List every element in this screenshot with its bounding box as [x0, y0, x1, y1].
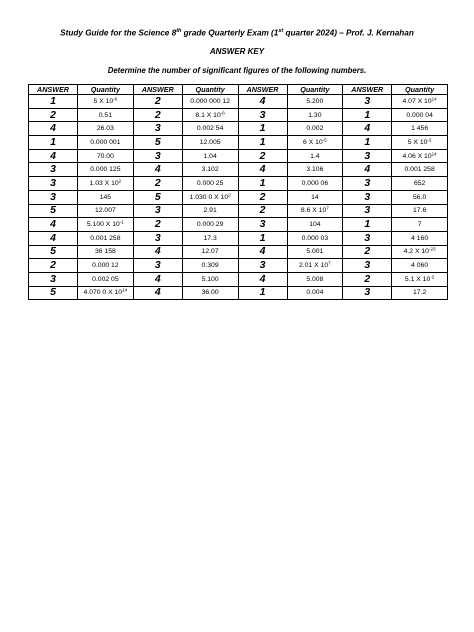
answer-cell: 3: [133, 149, 182, 163]
answer-cell: 3: [133, 231, 182, 245]
quantity-cell: [287, 95, 343, 109]
quantity-value: 36.00: [201, 289, 219, 297]
quantity-cell: [78, 149, 134, 163]
answer-cell: 3: [343, 259, 392, 273]
answer-cell: 4: [343, 163, 392, 177]
table-row: [29, 231, 448, 245]
quantity-value: 14: [311, 193, 319, 201]
answer-cell: 2: [343, 272, 392, 286]
quantity-cell: [182, 286, 238, 300]
answer-cell: 1: [238, 286, 287, 300]
quantity-value: 2.91: [203, 207, 217, 215]
answer-cell: 4: [238, 163, 287, 177]
answer-cell: 5: [29, 204, 78, 218]
quantity-value: 17.2: [413, 289, 427, 297]
quantity-cell: [182, 163, 238, 177]
answer-cell: 5: [133, 136, 182, 150]
answer-cell: 4: [29, 218, 78, 232]
quantity-cell: [182, 259, 238, 273]
quantity-value: 5.200: [306, 97, 324, 105]
document-title: [0, 28, 474, 38]
quantity-cell: [392, 149, 448, 163]
table-row: [29, 149, 448, 163]
quantity-value: 0.002 54: [196, 125, 224, 133]
quantity-cell: [392, 218, 448, 232]
answer-cell: 2: [343, 245, 392, 259]
quantity-value: 0.001 258: [90, 234, 121, 242]
answer-cell: 2: [133, 177, 182, 191]
quantity-cell: [182, 245, 238, 259]
answer-cell: 3: [343, 190, 392, 204]
answer-cell: 4: [133, 163, 182, 177]
answer-cell: 3: [343, 177, 392, 191]
answer-cell: 4: [343, 122, 392, 136]
answer-cell: 2: [29, 108, 78, 122]
quantity-value: 2.01 X 10: [299, 262, 329, 270]
quantity-value: 12.005: [199, 138, 221, 146]
answer-cell: 3: [343, 95, 392, 109]
answer-cell: 3: [343, 204, 392, 218]
instruction-text: Determine the number of significant figures of the following numbers.: [107, 66, 367, 75]
answer-cell: 1: [343, 218, 392, 232]
quantity-cell: [78, 218, 134, 232]
quantity-value: 1.04: [203, 152, 217, 160]
quantity-value: 17.6: [413, 207, 427, 215]
answer-column-header: ANSWER: [133, 85, 182, 95]
quantity-value: 0.000 03: [301, 234, 329, 242]
quantity-value: 3.106: [306, 166, 324, 174]
quantity-exponent: -2: [430, 274, 435, 280]
quantity-cell: [287, 136, 343, 150]
table-row: [29, 204, 448, 218]
answer-cell: 3: [29, 177, 78, 191]
quantity-value: 36 158: [94, 248, 116, 256]
answer-cell: 3: [29, 163, 78, 177]
answer-cell: 2: [133, 108, 182, 122]
quantity-value: 1.03 X 10: [89, 179, 119, 187]
quantity-cell: [182, 177, 238, 191]
quantity-exponent: 2: [118, 178, 122, 184]
quantity-exponent: -6: [113, 96, 118, 102]
answer-cell: 4: [29, 231, 78, 245]
answer-cell: 4: [133, 272, 182, 286]
quantity-value: 0.000 06: [301, 179, 329, 187]
quantity-cell: [78, 95, 134, 109]
quantity-cell: [182, 108, 238, 122]
quantity-cell: [182, 122, 238, 136]
quantity-value: 5.008: [306, 275, 324, 283]
answer-cell: 1: [343, 108, 392, 122]
answer-cell: 4: [29, 149, 78, 163]
answer-cell: 1: [343, 136, 392, 150]
title-text-1: Study Guide for the Science 8: [60, 28, 177, 38]
answer-cell: 1: [238, 177, 287, 191]
quantity-cell: [392, 231, 448, 245]
quantity-value: 1 456: [411, 125, 429, 133]
quantity-value: 7: [417, 221, 422, 229]
quantity-value: 3.102: [201, 166, 219, 174]
quantity-cell: [392, 204, 448, 218]
quantity-value: 0.000 12: [92, 262, 119, 270]
quantity-column-header: Quantity: [78, 85, 134, 95]
title-text-3: quarter 2024) – Prof. J. Kernahan: [283, 28, 414, 38]
answer-cell: 2: [238, 204, 287, 218]
quantity-exponent: 14: [431, 151, 437, 157]
quantity-value: 5.100: [201, 275, 219, 283]
answer-column-header: ANSWER: [29, 85, 78, 95]
answer-cell: 2: [238, 190, 287, 204]
answer-cell: 2: [133, 95, 182, 109]
quantity-cell: [392, 108, 448, 122]
answer-cell: 2: [238, 149, 287, 163]
quantity-value: 4.06 X 10: [402, 152, 432, 160]
answer-cell: 4: [29, 122, 78, 136]
quantity-cell: [392, 136, 448, 150]
quantity-cell: [287, 163, 343, 177]
answer-cell: 5: [29, 245, 78, 259]
quantity-cell: [287, 149, 343, 163]
quantity-exponent: 14: [122, 287, 128, 293]
quantity-cell: [78, 272, 134, 286]
quantity-value: 17.3: [203, 234, 217, 242]
quantity-value: 104: [309, 221, 321, 229]
quantity-cell: [287, 122, 343, 136]
quantity-cell: [287, 245, 343, 259]
quantity-value: 56.0: [413, 193, 427, 201]
answer-cell: 3: [133, 259, 182, 273]
table-row: [29, 136, 448, 150]
quantity-value: 0.51: [98, 111, 112, 119]
quantity-value: 0.309: [201, 262, 219, 270]
answer-cell: 3: [29, 272, 78, 286]
answer-cell: 4: [133, 245, 182, 259]
table-row: [29, 286, 448, 300]
quantity-value: 5.001: [306, 248, 324, 256]
quantity-value: 0.001 258: [404, 166, 435, 174]
answer-cell: 4: [238, 272, 287, 286]
quantity-cell: [392, 272, 448, 286]
quantity-exponent: 7: [328, 260, 331, 266]
answer-cell: 4: [238, 95, 287, 109]
quantity-exponent: -1: [119, 219, 124, 225]
quantity-cell: [392, 259, 448, 273]
quantity-value: 6 X 10: [303, 138, 323, 146]
quantity-value: 4 160: [411, 234, 429, 242]
answer-cell: 3: [238, 218, 287, 232]
quantity-cell: [182, 136, 238, 150]
quantity-cell: [78, 231, 134, 245]
quantity-value: 8.6 X 10: [300, 207, 327, 215]
answer-cell: 3: [343, 286, 392, 300]
quantity-value: 4.07 X 10: [402, 97, 432, 105]
quantity-cell: [392, 163, 448, 177]
quantity-column-header: Quantity: [182, 85, 238, 95]
quantity-value: 1.30: [308, 111, 322, 119]
answer-cell: 4: [238, 245, 287, 259]
table-row: [29, 163, 448, 177]
quantity-cell: [287, 286, 343, 300]
quantity-cell: [392, 190, 448, 204]
title-superscript-1: th: [176, 28, 182, 34]
answer-column-header: ANSWER: [343, 85, 392, 95]
quantity-value: 0.000 125: [90, 166, 121, 174]
quantity-column-header: Quantity: [287, 85, 343, 95]
quantity-cell: [287, 272, 343, 286]
quantity-value: 0.002: [306, 125, 324, 133]
table-row: [29, 122, 448, 136]
quantity-exponent: 2: [228, 192, 231, 198]
table-row: [29, 190, 448, 204]
answer-cell: 3: [133, 122, 182, 136]
quantity-value: 70.00: [96, 152, 114, 160]
quantity-cell: [78, 136, 134, 150]
quantity-value: 4.070 0 X 10: [83, 289, 123, 297]
answer-cell: 2: [133, 218, 182, 232]
answer-cell: 1: [238, 122, 287, 136]
quantity-value: 0.002 05: [92, 275, 119, 283]
quantity-value: 1.4: [310, 152, 320, 160]
quantity-cell: [182, 272, 238, 286]
answer-cell: 1: [238, 231, 287, 245]
quantity-value: 5.1 X 10: [404, 275, 431, 283]
table-row: [29, 218, 448, 232]
quantity-value: 145: [99, 193, 112, 201]
quantity-cell: [78, 108, 134, 122]
quantity-exponent: -23: [428, 246, 436, 252]
quantity-value: 1.030 0 X 10: [189, 193, 229, 201]
answer-cell: 3: [133, 204, 182, 218]
quantity-cell: [392, 286, 448, 300]
answer-cell: 5: [133, 190, 182, 204]
quantity-value: 12.07: [201, 248, 219, 256]
quantity-exponent: 14: [431, 96, 437, 102]
quantity-cell: [182, 231, 238, 245]
quantity-exponent: -2: [427, 137, 432, 143]
quantity-value: 652: [413, 179, 426, 187]
quantity-cell: [78, 245, 134, 259]
answer-cell: 3: [238, 108, 287, 122]
quantity-value: 12.007: [94, 207, 116, 215]
table-row: [29, 272, 448, 286]
quantity-value: 0.000 25: [196, 179, 224, 187]
quantity-cell: [182, 95, 238, 109]
quantity-value: 5 X 10: [93, 97, 114, 105]
table-row: [29, 95, 448, 109]
quantity-cell: [287, 259, 343, 273]
quantity-cell: [287, 204, 343, 218]
answer-cell: 5: [29, 286, 78, 300]
quantity-value: 0.004: [306, 289, 324, 297]
quantity-cell: [287, 108, 343, 122]
quantity-cell: [78, 286, 134, 300]
quantity-cell: [78, 177, 134, 191]
quantity-value: 5 X 10: [407, 138, 428, 146]
quantity-cell: [78, 122, 134, 136]
quantity-value: 0.000 29: [196, 221, 224, 229]
quantity-cell: [182, 218, 238, 232]
quantity-value: 26.03: [96, 125, 114, 133]
answer-cell: 4: [133, 286, 182, 300]
title-text-2: grade Quarterly Exam (1: [181, 28, 279, 38]
table-row: [29, 108, 448, 122]
quantity-column-header: Quantity: [392, 85, 448, 95]
answer-cell: 3: [343, 149, 392, 163]
answer-cell: 3: [343, 231, 392, 245]
quantity-value: 0.000 04: [406, 111, 433, 119]
answer-cell: 3: [29, 190, 78, 204]
quantity-cell: [78, 259, 134, 273]
quantity-cell: [182, 204, 238, 218]
answer-cell: 2: [29, 259, 78, 273]
answer-key-heading: ANSWER KEY: [209, 47, 265, 56]
quantity-cell: [182, 149, 238, 163]
answer-cell: 3: [238, 259, 287, 273]
answer-cell: 1: [29, 95, 78, 109]
answer-cell: 1: [238, 136, 287, 150]
quantity-value: 8.1 X 10: [195, 111, 221, 119]
answer-column-header: ANSWER: [238, 85, 287, 95]
quantity-cell: [78, 190, 134, 204]
quantity-cell: [392, 245, 448, 259]
table-row: [29, 245, 448, 259]
quantity-value: 4 060: [411, 262, 429, 270]
quantity-cell: [182, 190, 238, 204]
quantity-value: 0.000 001: [90, 138, 121, 146]
table-header-row: [29, 85, 448, 95]
quantity-cell: [287, 231, 343, 245]
answer-cell: 1: [29, 136, 78, 150]
quantity-cell: [78, 163, 134, 177]
quantity-cell: [287, 177, 343, 191]
quantity-cell: [392, 177, 448, 191]
quantity-cell: [392, 95, 448, 109]
table-row: [29, 259, 448, 273]
table-row: [29, 177, 448, 191]
quantity-cell: [287, 190, 343, 204]
quantity-exponent: -5: [322, 137, 327, 143]
quantity-exponent: 7: [326, 205, 329, 211]
quantity-exponent: -6: [220, 110, 225, 116]
answer-key-table: [28, 84, 448, 300]
quantity-cell: [287, 218, 343, 232]
title-superscript-2: st: [278, 28, 284, 34]
quantity-value: 4.2 X 10: [403, 248, 429, 256]
quantity-cell: [392, 122, 448, 136]
quantity-value: 0.000 000 12: [190, 97, 230, 105]
quantity-value: 5.100 X 10: [86, 221, 120, 229]
answer-key-body: [29, 95, 448, 300]
quantity-cell: [78, 204, 134, 218]
